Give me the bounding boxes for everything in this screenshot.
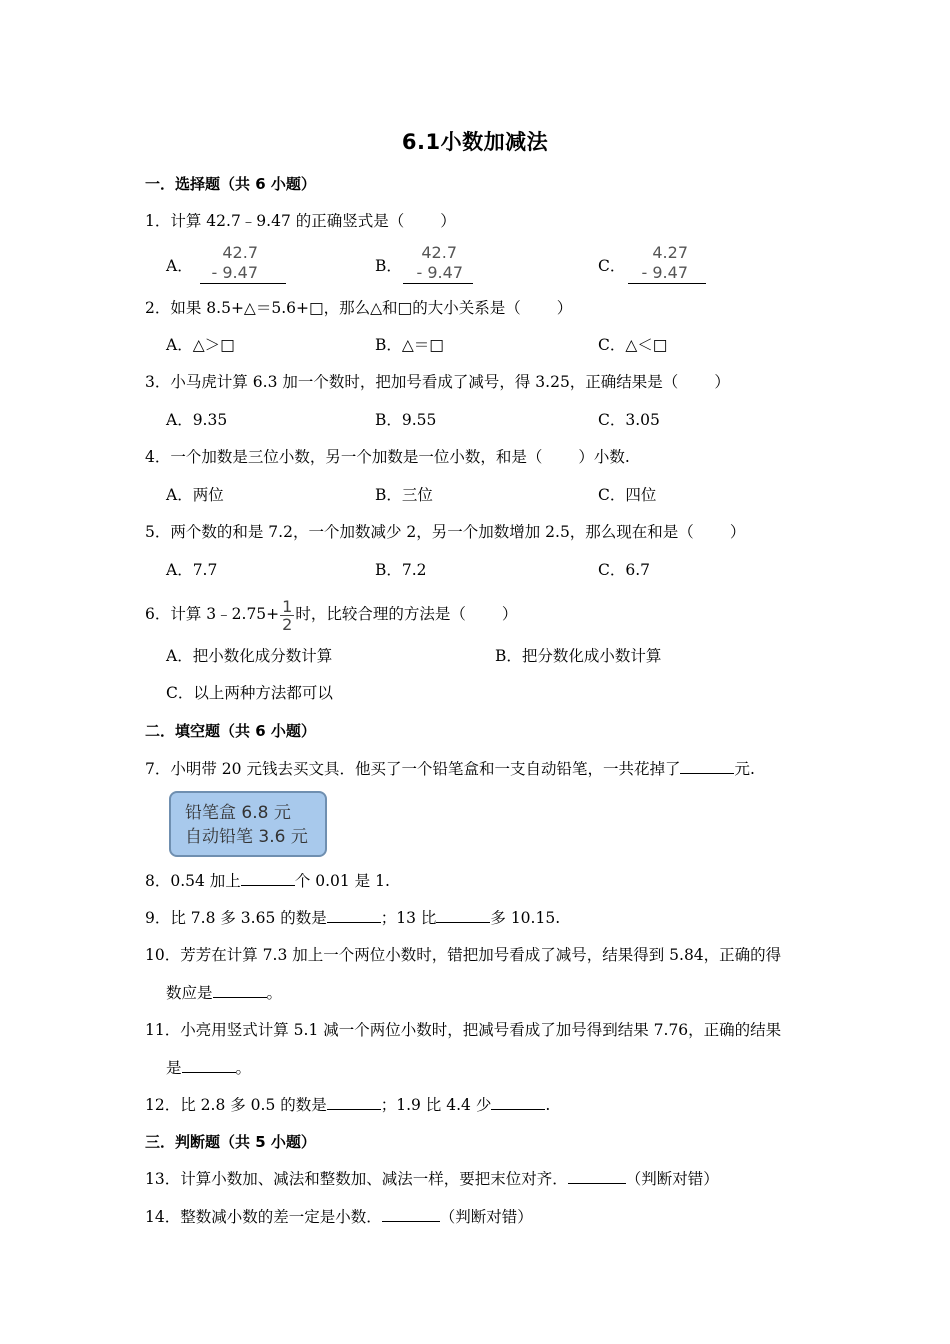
- q3-option-a: A．9.35: [166, 411, 228, 429]
- fraction-one-half: $\frac{1}{2}$: [282, 596, 293, 634]
- question-13: 13．计算小数加、减法和整数加、减法一样，要把末位对齐． （判断对错）: [145, 1170, 719, 1188]
- question-6: 6．计算 3﹣2.75+ $\frac{1}{2}$ 时，比较合理的方法是（ ）: [145, 596, 518, 634]
- question-7: 7．小明带 20 元钱去买文具．他买了一个铅笔盒和一支自动铅笔，一共花掉了 元.: [145, 760, 755, 778]
- q6-option-a: A．把小数化成分数计算: [166, 647, 333, 665]
- question-12: 12．比 2.8 多 0.5 的数是 ；1.9 比 4.4 少 .: [145, 1096, 551, 1114]
- q1-option-b-label: B．: [375, 257, 402, 275]
- question-10-cont: 数应是 。: [166, 984, 283, 1002]
- q2-option-a: A．△＞□: [166, 336, 235, 354]
- q6-option-b: B．把分数化成小数计算: [495, 647, 662, 665]
- answer-blank[interactable]: [436, 907, 490, 923]
- q2-option-b: B．△＝□: [375, 336, 444, 354]
- question-2: 2．如果 8.5+△＝5.6+□，那么△和□的大小关系是（ ）: [145, 299, 573, 317]
- answer-blank[interactable]: [213, 982, 267, 998]
- q3-option-c: C．3.05: [598, 411, 660, 429]
- question-11-cont: 是 。: [166, 1059, 252, 1077]
- section-heading-choice: 一．选择题（共 6 小题）: [145, 175, 316, 193]
- answer-blank[interactable]: [182, 1057, 236, 1073]
- question-11: 11．小亮用竖式计算 5.1 减一个两位小数时，把减号看成了加号得到结果 7.76，正确的结果: [145, 1021, 782, 1039]
- q2-option-c: C．△＜□: [598, 336, 668, 354]
- question-10: 10．芳芳在计算 7.3 加上一个两位小数时，错把加号看成了减号，结果得到 5.84，正确的得: [145, 946, 782, 964]
- q4-option-a: A．两位: [166, 486, 224, 504]
- q1-option-a-vertical: 42.7 - 9.47: [200, 243, 286, 284]
- question-4: 4．一个加数是三位小数，另一个加数是一位小数，和是（ ）小数.: [145, 448, 630, 466]
- q5-option-a: A．7.7: [166, 561, 218, 579]
- q1-option-c-vertical: 4.27 - 9.47: [628, 243, 706, 284]
- q1-option-c-label: C．: [598, 257, 626, 275]
- question-1: 1．计算 42.7﹣9.47 的正确竖式是（ ）: [145, 212, 456, 230]
- price-pencil-box: 铅笔盒 6.8 元: [185, 803, 291, 823]
- q6-option-c: C．以上两种方法都可以: [166, 684, 333, 702]
- q1-option-a-label: A．: [166, 257, 193, 275]
- price-mechanical-pencil: 自动铅笔 3.6 元: [185, 827, 308, 847]
- q5-option-b: B．7.2: [375, 561, 427, 579]
- question-8: 8．0.54 加上 个 0.01 是 1.: [145, 872, 390, 890]
- q4-option-c: C．四位: [598, 486, 657, 504]
- answer-blank[interactable]: [241, 870, 295, 886]
- page-title: 6.1小数加减法: [401, 130, 549, 154]
- question-9: 9．比 7.8 多 3.65 的数是 ；13 比 多 10.15.: [145, 909, 561, 927]
- section-heading-judge: 三．判断题（共 5 小题）: [145, 1133, 316, 1151]
- q4-option-b: B．三位: [375, 486, 433, 504]
- answer-blank[interactable]: [327, 1094, 381, 1110]
- q1-option-b-vertical: 42.7 - 9.47: [403, 243, 473, 284]
- question-14: 14．整数减小数的差一定是小数． （判断对错）: [145, 1208, 533, 1226]
- question-5: 5．两个数的和是 7.2，一个加数减少 2，另一个加数增加 2.5，那么现在和是（ ）: [145, 523, 746, 541]
- question-3: 3．小马虎计算 6.3 加一个数时，把加号看成了减号，得 3.25，正确结果是（ ）: [145, 373, 730, 391]
- answer-blank[interactable]: [491, 1094, 545, 1110]
- q5-option-c: C．6.7: [598, 561, 651, 579]
- answer-blank[interactable]: [568, 1168, 626, 1184]
- answer-blank[interactable]: [680, 758, 734, 774]
- section-heading-fill: 二．填空题（共 6 小题）: [145, 722, 316, 740]
- q3-option-b: B．9.55: [375, 411, 437, 429]
- answer-blank[interactable]: [382, 1206, 440, 1222]
- price-card: [169, 791, 327, 857]
- answer-blank[interactable]: [327, 907, 381, 923]
